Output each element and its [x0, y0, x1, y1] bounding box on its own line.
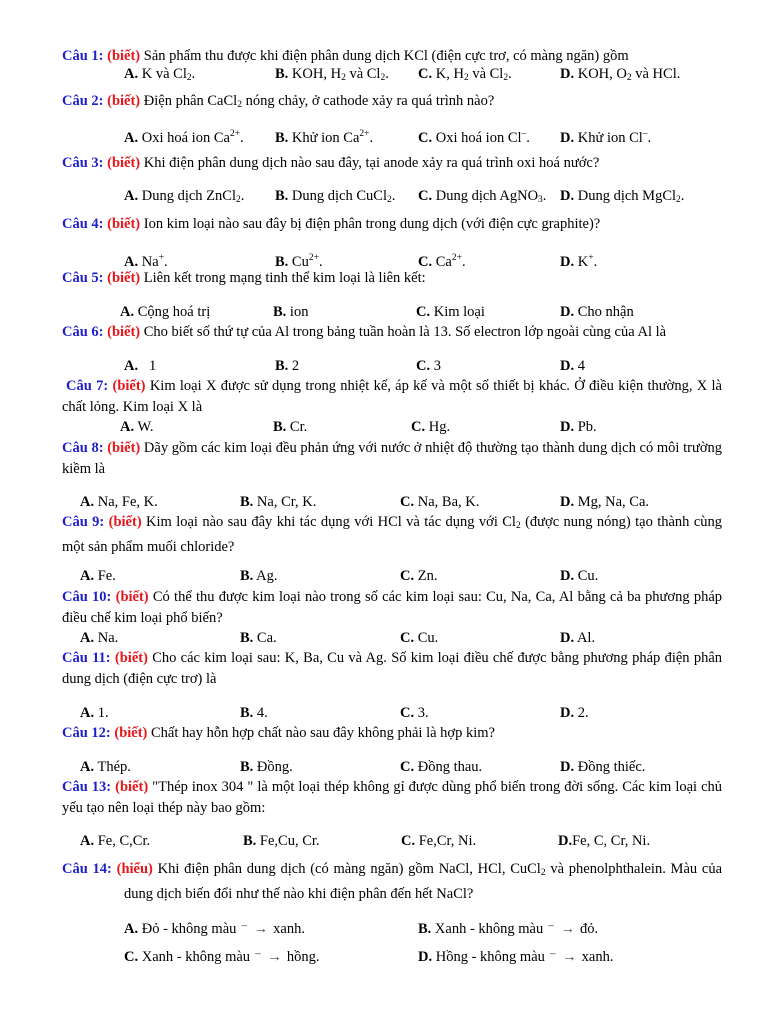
question-level: (biết) [107, 48, 141, 64]
question-number: Câu 4: [62, 216, 104, 232]
option-d[interactable]: D. Dung dịch MgCl$_2$. [560, 188, 685, 205]
option-d[interactable]: D. Pb. [560, 419, 597, 435]
question-text: Kim loại nào sau đây khi tác dụng với HCl và tác dụng với $Cl_2$ (được nung nóng) tạo thành cùng một sản phẩm muối chloride? [62, 514, 722, 555]
option-b[interactable]: B. Fe,Cu, Cr. [243, 833, 320, 849]
question-text: Sản phẩm thu được khi điện phân dung dịch KCl (điện cực trơ, có màng ngăn) gồm [143, 48, 629, 64]
options-1 [0, 64, 700, 84]
option-c[interactable]: C. Xanh - không màu ⁻ → hồng. [124, 949, 320, 965]
options-12 [0, 757, 700, 777]
question-2 [62, 91, 722, 116]
question-text: Khi điện phân dung dịch (có màng ngăn) gồm NaCl, HCl, CuCl$_2$ và phenolphthalein. Màu của dung dịch biến đổi như thế nào khi điện phân đến hết NaCl? [124, 861, 723, 902]
option-a[interactable]: A. Đỏ - không màu ⁻ → xanh. [124, 921, 305, 937]
option-b[interactable]: B. Na, Cr, K. [240, 494, 317, 510]
question-level: (biết) [114, 650, 148, 666]
question-level: (biết) [112, 378, 146, 394]
option-b[interactable]: B. Dung dịch CuCl$_2$. [275, 188, 396, 205]
options-2 [0, 124, 700, 144]
question-text: "Thép inox 304 " là một loại thép không gỉ được dùng phổ biến trong đời sống. Các kim loại chủ yếu tạo nên loại thép này bao gồm: [62, 779, 723, 816]
question-level: (biết) [115, 779, 149, 795]
option-b[interactable]: B. Ca. [240, 630, 277, 646]
question-text: Cho biết số thứ tự của Al trong bảng tuần hoàn là 13. Số electron lớp ngoài cùng của Al là [143, 324, 667, 340]
arrow-right-icon: ⁻ → [548, 949, 578, 965]
option-b[interactable]: B. 4. [240, 705, 268, 721]
options-8 [0, 492, 700, 512]
question-level: (biết) [107, 270, 141, 286]
options-14-row1 [0, 919, 700, 939]
option-d[interactable]: D. K+. [560, 253, 598, 270]
option-b[interactable]: B. Khử ion $Ca^{2+}$. [275, 129, 374, 146]
option-a[interactable]: A. Fe, C,Cr. [80, 833, 151, 849]
option-c[interactable]: C. 3. [400, 705, 429, 721]
option-a[interactable]: A. Thép. [80, 759, 131, 775]
option-a[interactable]: A. Oxi hoá ion $Ca^{2+}$. [124, 129, 244, 146]
question-text: Có thể thu được kim loại nào trong số các kim loại sau: Cu, Na, Ca, Al bằng cả ba phương pháp điều chế kim loại phổ biến? [62, 589, 723, 626]
options-6 [0, 356, 700, 376]
option-d[interactable]: D. Đồng thiếc. [560, 759, 646, 775]
option-d[interactable]: D.Fe, C, Cr, Ni. [558, 833, 651, 849]
question-12 [62, 723, 722, 744]
option-c[interactable]: C. K, $H_2$ và $Cl_2$. [418, 66, 512, 83]
option-d[interactable]: D. Cho nhận [560, 304, 634, 320]
option-b[interactable]: B. Đồng. [240, 759, 293, 775]
option-a[interactable]: A. 1. [80, 705, 109, 721]
option-b[interactable]: B. KOH, $H_2$ và $Cl_2$. [275, 66, 389, 83]
option-b[interactable]: B. Ag. [240, 568, 278, 584]
option-b[interactable]: B. $Cu^{2+}$. [275, 253, 323, 270]
option-d[interactable]: D. Khử ion Cl–. [560, 129, 652, 146]
question-8 [62, 438, 722, 480]
option-d[interactable]: D. Cu. [560, 568, 599, 584]
option-a[interactable]: A. 1 [124, 358, 157, 374]
option-d[interactable]: D. Al. [560, 630, 596, 646]
question-level: (biết) [108, 514, 142, 530]
option-a[interactable]: A. Cộng hoá trị [120, 304, 211, 320]
option-c[interactable]: C. 3 [416, 358, 441, 374]
question-level: (biết) [107, 440, 141, 456]
option-d[interactable]: D. Hồng - không màu ⁻ → xanh. [418, 949, 614, 965]
question-4 [62, 214, 722, 235]
options-13 [0, 831, 700, 851]
options-11 [0, 703, 700, 723]
question-level: (biết) [114, 725, 148, 741]
options-7 [0, 417, 700, 437]
option-a[interactable]: A. W. [120, 419, 154, 435]
question-number: Câu 9: [62, 514, 105, 530]
question-text: Khi điện phân dung dịch nào sau đây, tại anode xảy ra quá trình oxi hoá nước? [143, 155, 600, 171]
option-c[interactable]: C. Hg. [411, 419, 451, 435]
option-a[interactable]: A. Na+. [124, 253, 168, 270]
question-number: Câu 11: [62, 650, 111, 666]
options-9 [0, 566, 700, 586]
option-d[interactable]: D. KOH, $O_2$ và HCl. [560, 66, 681, 83]
option-c[interactable]: C. Oxi hoá ion Cl–. [418, 129, 530, 146]
options-5 [0, 302, 700, 322]
question-number: Câu 10: [62, 589, 112, 605]
option-b[interactable]: B. ion [273, 304, 309, 320]
question-number: Câu 12: [62, 725, 111, 741]
question-number: Câu 7: [66, 378, 109, 394]
option-c[interactable]: C. $Ca^{2+}$. [418, 253, 466, 270]
option-c[interactable]: C. Kim loại [416, 304, 485, 320]
question-14 [62, 859, 722, 905]
question-level: (biết) [115, 589, 149, 605]
question-text: Dãy gồm các kim loại đều phản ứng với nước ở nhiệt độ thường tạo thành dung dịch có môi trường kiềm là [62, 440, 722, 477]
option-d[interactable]: D. Mg, Na, Ca. [560, 494, 650, 510]
question-5 [62, 268, 722, 289]
options-3 [0, 186, 700, 206]
option-c[interactable]: C. Cu. [400, 630, 439, 646]
question-9 [62, 512, 722, 558]
option-a[interactable]: A. Fe. [80, 568, 116, 584]
arrow-right-icon: ⁻ → [547, 921, 577, 937]
option-b[interactable]: B. Xanh - không màu ⁻ → đỏ. [418, 921, 599, 937]
option-a[interactable]: A. Dung dịch ZnCl$_2$. [124, 188, 245, 205]
question-level: (biết) [107, 93, 141, 109]
question-10 [62, 587, 722, 629]
option-c[interactable]: C. Dung dịch AgNO$_3$. [418, 188, 547, 205]
arrow-right-icon: ⁻ → [240, 921, 270, 937]
question-7 [62, 376, 722, 418]
question-number: Câu 14: [62, 861, 112, 877]
question-number: Câu 1: [62, 48, 104, 64]
question-text: Điện phân CaCl$_2$ nóng chảy, ở cathode xảy ra quá trình nào? [143, 93, 495, 110]
option-c[interactable]: C. Fe,Cr, Ni. [401, 833, 477, 849]
question-number: Câu 3: [62, 155, 104, 171]
option-a[interactable]: A. Na. [80, 630, 119, 646]
question-text: Cho các kim loại sau: K, Ba, Cu và Ag. Số kim loại điều chế được bằng phương pháp điện phân dung dịch (điện cực trơ) là [62, 650, 723, 687]
question-level: (biết) [107, 155, 141, 171]
option-a[interactable]: A. K và $Cl_2$. [124, 66, 196, 83]
options-10 [0, 628, 700, 648]
question-level: (biết) [107, 216, 141, 232]
arrow-right-icon: ⁻ → [254, 949, 283, 965]
options-4 [0, 248, 700, 268]
option-c[interactable]: C. Đồng thau. [400, 759, 483, 775]
question-text: Ion kim loại nào sau đây bị điện phân trong dung dịch (với điện cực graphite)? [143, 216, 601, 232]
question-level: (biết) [107, 324, 141, 340]
question-number: Câu 8: [62, 440, 104, 456]
question-3 [62, 153, 722, 174]
question-number: Câu 6: [62, 324, 104, 340]
option-a[interactable]: A. Na, Fe, K. [80, 494, 158, 510]
question-text: Chất hay hỗn hợp chất nào sau đây không phải là hợp kim? [151, 725, 495, 741]
question-number: Câu 2: [62, 93, 104, 109]
option-b[interactable]: B. 2 [275, 358, 300, 374]
options-14-row2 [0, 947, 700, 967]
question-number: Câu 13: [62, 779, 112, 795]
option-c[interactable]: C. Na, Ba, K. [400, 494, 480, 510]
option-c[interactable]: C. Zn. [400, 568, 438, 584]
question-level: (hiểu) [116, 861, 153, 877]
option-d[interactable]: D. 2. [560, 705, 589, 721]
option-d[interactable]: D. 4 [560, 358, 585, 374]
question-number: Câu 5: [62, 270, 104, 286]
question-13 [62, 777, 722, 819]
question-text: Kim loại X được sử dụng trong nhiệt kế, áp kế và một số thiết bị khác. Ở điều kiện thường, X là chất lỏng. Kim loại X là [62, 378, 722, 415]
question-11 [62, 648, 722, 690]
question-6 [62, 322, 722, 343]
question-text: Liên kết trong mạng tinh thể kim loại là liên kết: [143, 270, 426, 286]
option-b[interactable]: B. Cr. [273, 419, 308, 435]
